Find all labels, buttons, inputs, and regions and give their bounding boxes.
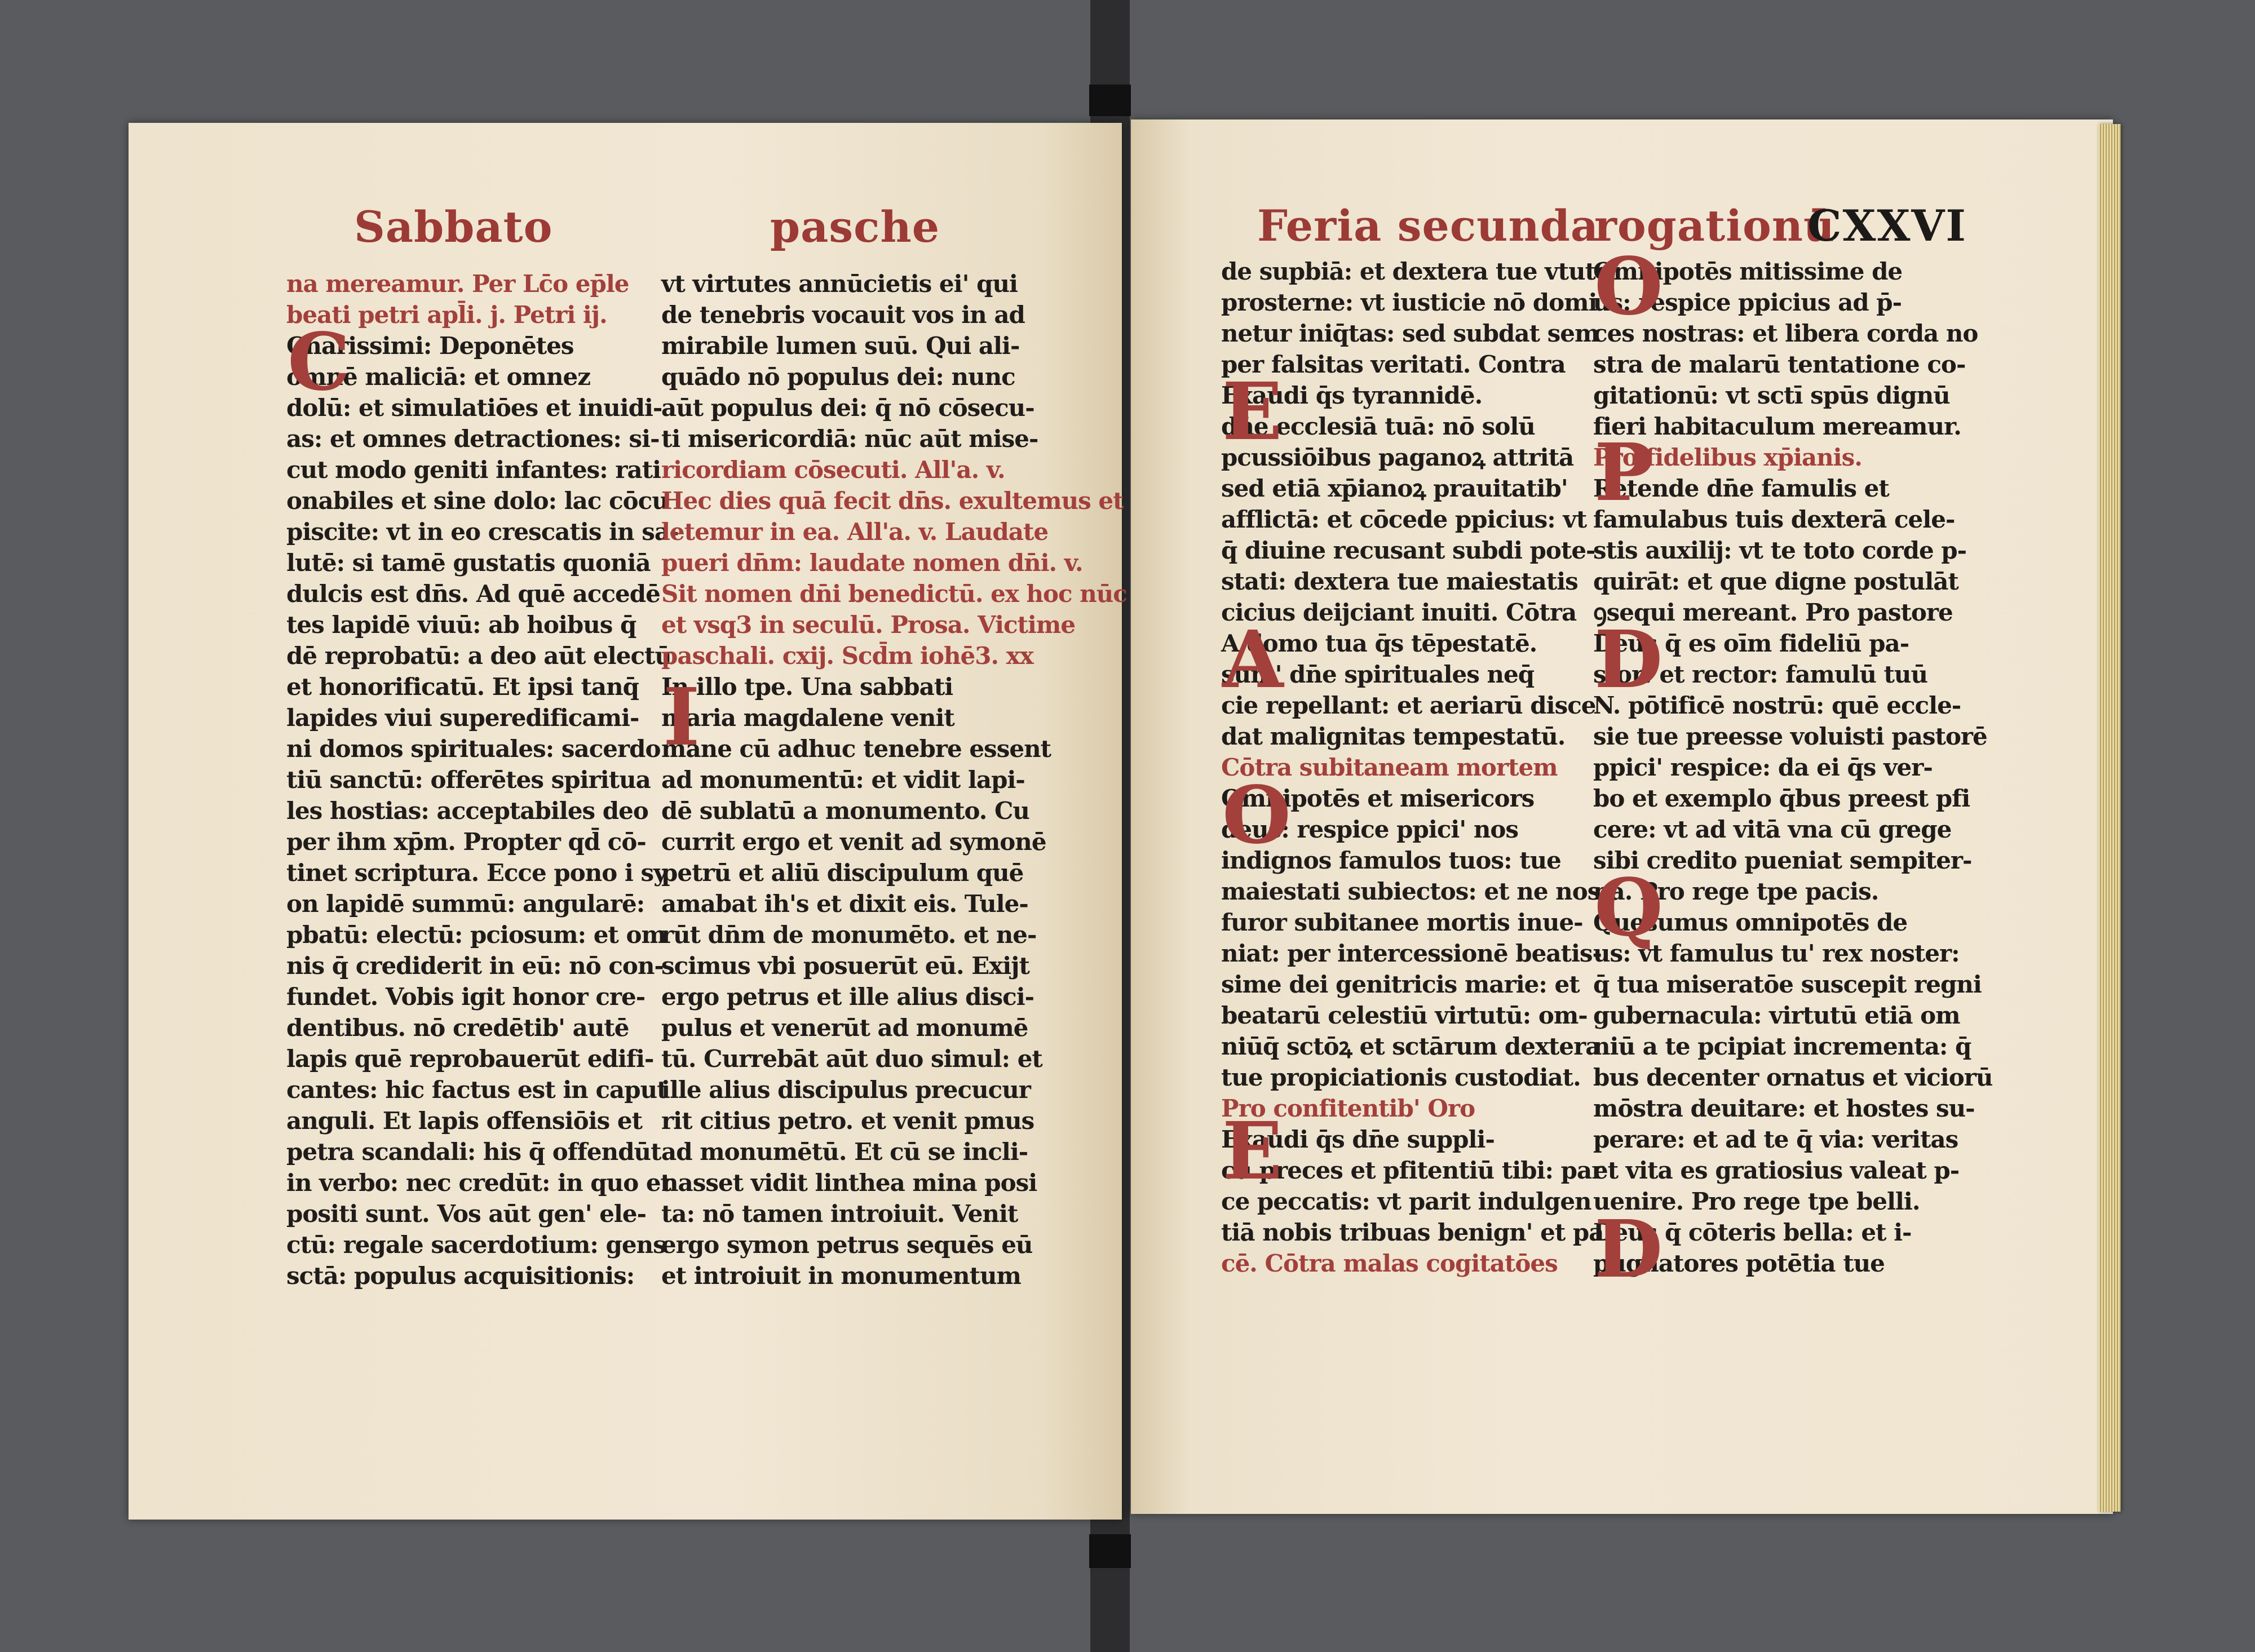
- left-col1-line: lapis quē reprobauerūt edifi-: [286, 1045, 654, 1073]
- left-col1-line: lutē: si tamē gustatis quoniā: [286, 549, 651, 577]
- right-col2-line: Quesumus omnipotēs de: [1593, 909, 1908, 936]
- drop-cap-o-2: O: [1594, 241, 1663, 333]
- spine-clip-bottom: [1089, 1534, 1131, 1568]
- left-col1-line: les hostias: acceptabiles deo: [286, 797, 648, 825]
- right-col1-line: cē. Cōtra malas cogitatōes: [1221, 1250, 1558, 1277]
- left-col1-line: et honorificatū. Et ipsi tanq̄: [286, 673, 639, 701]
- right-col1-line: netur iniq̄tas: sed subdat sem: [1221, 320, 1599, 347]
- left-page-column-2: [661, 268, 1127, 1291]
- left-col1-line: omnē maliciā: et omnez: [286, 363, 591, 391]
- left-col1-line: ni domos spirituales: sacerdo: [286, 735, 661, 763]
- left-col2-line: maria magdalene venit: [661, 704, 954, 732]
- left-col1-line: cut modo geniti infantes: rati: [286, 456, 661, 484]
- drop-cap-a: A: [1222, 614, 1284, 706]
- right-col2-line: Retende dn̄e famulis et: [1593, 475, 1889, 502]
- right-col1-line: beatarū celestiū virtutū: om-: [1221, 1002, 1588, 1029]
- right-col1-line: dat malignitas tempestatū.: [1221, 723, 1566, 750]
- left-col1-line: tiū sanctū: offerētes spiritua: [286, 766, 651, 794]
- left-col2-line: et introiuit in monumentum: [661, 1262, 1021, 1290]
- left-col1-line: Charissimi: Deponētes: [286, 332, 574, 360]
- right-col2-line: perare: et ad te q̄ via: veritas: [1593, 1126, 1958, 1153]
- right-col2-line: N. pōtificē nostrū: quē eccle-: [1593, 692, 1961, 719]
- right-col2-line: quirāt: et que digne postulāt: [1593, 568, 1958, 595]
- running-head-pasche: pasche: [770, 202, 940, 252]
- left-col2-line: Hec dies quā fecit dn̄s. exultemus et: [661, 487, 1124, 515]
- right-col2-line: fieri habitaculum mereamur.: [1593, 413, 1961, 440]
- left-page-column-1: [286, 268, 679, 1291]
- folio-number: CXXVI: [1807, 201, 1967, 251]
- right-col1-line: prosterne: vt iusticie nō domi: [1221, 289, 1597, 316]
- left-col2-line: et vsq3 in seculū. Prosa. Victime: [661, 611, 1076, 639]
- drop-cap-e: E: [1222, 366, 1283, 458]
- left-col1-line: anguli. Et lapis offensiōis et: [286, 1107, 642, 1135]
- right-col1-line: cicius deijciant inuiti. Cōtra: [1221, 599, 1577, 626]
- right-col2-line: niū a te pcipiat incrementa: q̄: [1593, 1033, 1971, 1060]
- right-col1-line: deus: respice ppici' nos: [1221, 816, 1519, 843]
- left-col2-line: paschali. cxij. Scd̄m iohē3. xx: [661, 642, 1033, 670]
- left-col2-line: vt virtutes annūcietis ei' qui: [661, 270, 1018, 298]
- drop-cap-q: Q: [1594, 862, 1663, 954]
- right-col1-line: cū preces et pfitentiū tibi: par: [1221, 1157, 1604, 1184]
- left-col1-line: lapides viui superedificami-: [286, 704, 639, 732]
- right-col1-line: tue propiciationis custodiat.: [1221, 1064, 1581, 1091]
- right-col2-line: bus decenter ornatus et viciorū: [1593, 1064, 1993, 1091]
- left-col2-line: mane cū adhuc tenebre essent: [661, 735, 1051, 763]
- right-col2-line: famulabus tuis dexterā cele-: [1593, 506, 1955, 533]
- left-col2-line: ad monumētū. Et cū se incli-: [661, 1138, 1028, 1166]
- drop-cap-o: O: [1222, 769, 1291, 862]
- right-col2-line: ꝯsequi mereant. Pro pastore: [1593, 599, 1953, 626]
- left-col2-line: ta: nō tamen introiuit. Venit: [661, 1200, 1018, 1228]
- right-col2-line: us: respice ppicius ad p̄-: [1593, 289, 1902, 316]
- drop-cap-i: I: [663, 671, 700, 764]
- right-col1-line: niat: per intercessionē beatis-: [1221, 940, 1602, 967]
- drop-cap-d-2: D: [1594, 1203, 1663, 1296]
- drop-cap-c: C: [288, 316, 351, 409]
- left-col1-line: piscite: vt in eo crescatis in sa-: [286, 518, 679, 546]
- left-col1-line: sctā: populus acquisitionis:: [286, 1262, 635, 1290]
- left-col2-line: de tenebris vocauit vos in ad: [661, 301, 1025, 329]
- left-col1-line: onabiles et sine dolo: lac cōcu: [286, 487, 669, 515]
- left-col2-line: ille alius discipulus precucur: [661, 1076, 1031, 1104]
- right-col2-line: gitationū: vt sctī spūs dignū: [1593, 382, 1950, 409]
- right-col1-line: Exaudi q̄s dn̄e suppli-: [1221, 1126, 1495, 1153]
- right-col1-line: maiestati subiectos: et ne nos: [1221, 878, 1600, 905]
- left-col2-line: In illo tpe. Una sabbati: [661, 673, 953, 701]
- left-col1-line: dentibus. nō credētib' autē: [286, 1014, 629, 1042]
- right-col1-line: sum' dn̄e spirituales neq̄: [1221, 661, 1535, 688]
- left-col2-line: rit citius petro. et venit pmus: [661, 1107, 1034, 1135]
- right-col1-line: Omnipotēs et misericors: [1221, 785, 1535, 812]
- left-col2-line: ti misericordiā: nūc aūt mise-: [661, 425, 1038, 453]
- right-col1-line: pcussiōibus paganoꝝ attritā: [1221, 444, 1574, 471]
- right-col2-line: sibi credito pueniat sempiter-: [1593, 847, 1972, 874]
- left-col1-line: ctū: regale sacerdotium: gens: [286, 1231, 666, 1259]
- left-col1-line: dulcis est dn̄s. Ad quē accedē: [286, 580, 660, 608]
- left-col2-line: amabat ih's et dixit eis. Tule-: [661, 890, 1028, 918]
- right-col1-line: Pro confitentib' Oro: [1221, 1095, 1475, 1122]
- left-col1-line: beati petri apl̄i. j. Petri ij.: [286, 301, 607, 329]
- left-col2-line: ad monumentū: et vidit lapi-: [661, 766, 1025, 794]
- right-col2-line: uenire. Pro rege tpe belli.: [1593, 1188, 1920, 1215]
- drop-cap-p: P: [1594, 427, 1654, 519]
- right-col2-line: us: vt famulus tu' rex noster:: [1593, 940, 1960, 967]
- right-col1-line: afflictā: et cōcede ppicius: vt: [1221, 506, 1587, 533]
- right-col1-line: stati: dextera tue maiestatis: [1221, 568, 1578, 595]
- right-col1-line: Exaudi q̄s tyrannidē.: [1221, 382, 1483, 409]
- drop-cap-d: D: [1594, 614, 1663, 706]
- left-col2-line: ergo petrus et ille alius disci-: [661, 983, 1034, 1011]
- right-col2-line: nā. Pro rege tpe pacis.: [1593, 878, 1879, 905]
- right-col2-line: q̄ tua miseratōe suscepit regni: [1593, 971, 1982, 998]
- right-col2-line: Omnipotēs mitissime de: [1593, 258, 1903, 285]
- right-col2-line: Deus q̄ es oīm fideliū pa-: [1593, 630, 1909, 657]
- right-col2-line: Deus q̄ cōteris bella: et i-: [1593, 1219, 1912, 1246]
- left-col1-line: tinet scriptura. Ecce pono i sy: [286, 859, 667, 887]
- right-col2-line: mōstra deuitare: et hostes su-: [1593, 1095, 1975, 1122]
- left-col2-line: petrū et aliū discipulum quē: [661, 859, 1024, 887]
- left-col1-line: per ihm xp̄m. Propter qd̄ cō-: [286, 828, 646, 856]
- right-page: [1131, 119, 2113, 1514]
- running-head-sabbato: Sabbato: [354, 202, 553, 252]
- right-col2-line: pugnatores potētia tue: [1593, 1250, 1885, 1277]
- right-col2-line: Pro fidelibus xp̄ianis.: [1593, 444, 1862, 471]
- left-col2-line: letemur in ea. All'a. v. Laudate: [661, 518, 1049, 546]
- right-col1-line: ce peccatis: vt parit indulgen: [1221, 1188, 1591, 1215]
- left-col2-line: Sit nomen dn̄i benedictū. ex hoc nūc: [661, 580, 1127, 608]
- left-col2-line: ricordiam cōsecuti. All'a. v.: [661, 456, 1005, 484]
- left-col2-line: mirabile lumen suū. Qui ali-: [661, 332, 1020, 360]
- left-col1-line: dē reprobatū: a deo aūt electū: [286, 642, 671, 670]
- right-page-column-2: [1593, 241, 1993, 1296]
- right-col1-line: cie repellant: et aeriarū disce: [1221, 692, 1596, 719]
- left-col2-line: pulus et venerūt ad monumē: [661, 1014, 1028, 1042]
- right-col2-line: stra de malarū tentatione co-: [1593, 351, 1966, 378]
- left-col2-line: rūt dn̄m de monumēto. et ne-: [661, 921, 1037, 949]
- left-col1-line: on lapidē summū: angularē:: [286, 890, 645, 918]
- right-col1-line: sed etiā xp̄ianoꝝ prauitatib': [1221, 475, 1568, 502]
- right-col1-line: niūq̄ sctōꝝ et sctārum dextera: [1221, 1033, 1600, 1060]
- left-col2-line: ergo symon petrus sequēs eū: [661, 1231, 1033, 1259]
- spine-clip-top: [1089, 85, 1131, 116]
- page-edges: [2098, 124, 2121, 1512]
- left-col1-line: pbatū: electū: pciosum: et om: [286, 921, 666, 949]
- left-col1-line: na mereamur. Per Lc̄o ep̄le: [286, 270, 629, 298]
- left-col2-line: pueri dn̄m: laudate nomen dn̄i. v.: [661, 549, 1083, 577]
- left-col2-line: dē sublatū a monumento. Cu: [661, 797, 1029, 825]
- right-col1-line: furor subitanee mortis inue-: [1221, 909, 1583, 936]
- right-col1-line: Cōtra subitaneam mortem: [1221, 754, 1558, 781]
- left-col1-line: fundet. Vobis igit honor cre-: [286, 983, 645, 1011]
- right-col2-line: et vita es gratiosius valeat p-: [1593, 1157, 1960, 1184]
- left-col2-line: currit ergo et venit ad symonē: [661, 828, 1046, 856]
- running-head-feria-secunda: Feria secunda: [1257, 201, 1599, 251]
- right-col2-line: gubernacula: virtutū etiā om: [1593, 1002, 1960, 1029]
- right-col1-line: dn̄e ecclesiā tuā: nō solū: [1221, 413, 1535, 440]
- left-col2-line: aūt populus dei: q̄ nō cōsecu-: [661, 394, 1034, 422]
- left-col1-line: nis q̄ crediderit in eū: nō con-: [286, 952, 664, 980]
- drop-cap-e-2: E: [1222, 1105, 1283, 1198]
- right-col2-line: bo et exemplo q̄bus preest pfi: [1593, 785, 1970, 812]
- running-head-rogationum: rogationū: [1594, 201, 1836, 251]
- right-col1-line: indignos famulos tuos: tue: [1221, 847, 1561, 874]
- right-col1-line: de supbiā: et dextera tue vtute: [1221, 258, 1610, 285]
- left-col1-line: in verbo: nec credūt: in quo et: [286, 1169, 671, 1197]
- left-col2-line: scimus vbi posuerūt eū. Exijt: [661, 952, 1029, 980]
- right-col2-line: ppici' respice: da ei q̄s ver-: [1593, 754, 1933, 781]
- right-col2-line: ces nostras: et libera corda no: [1593, 320, 1978, 347]
- left-col1-line: dolū: et simulatiōes et inuidi-: [286, 394, 662, 422]
- right-col1-line: sime dei genitricis marie: et: [1221, 971, 1580, 998]
- right-col2-line: stis auxilij: vt te toto corde p-: [1593, 537, 1967, 564]
- left-col2-line: nasset vidit linthea mina posi: [661, 1169, 1037, 1197]
- right-col1-line: q̄ diuine recusant subdi pote-: [1221, 537, 1595, 564]
- left-page: [129, 123, 1127, 1520]
- left-col2-line: quādo nō populus dei: nunc: [661, 363, 1015, 391]
- left-col1-line: petra scandali: his q̄ offendūt: [286, 1138, 661, 1166]
- right-col1-line: A domo tua q̄s tēpestatē.: [1221, 630, 1537, 657]
- right-col2-line: sie tue preesse voluisti pastorē: [1593, 723, 1987, 750]
- left-col1-line: cantes: hic factus est in caput: [286, 1076, 667, 1104]
- right-col1-line: per falsitas veritati. Contra: [1221, 351, 1566, 378]
- left-col1-line: as: et omnes detractiones: si-: [286, 425, 660, 453]
- left-col1-line: tes lapidē viuū: ab hoibus q̄: [286, 611, 636, 639]
- right-col2-line: cere: vt ad vitā vna cū grege: [1593, 816, 1952, 843]
- left-col2-line: tū. Currebāt aūt duo simul: et: [661, 1045, 1042, 1073]
- left-col1-line: positi sunt. Vos aūt gen' ele-: [286, 1200, 647, 1228]
- right-col2-line: stor: et rector: famulū tuū: [1593, 661, 1927, 688]
- right-col1-line: tiā nobis tribuas benign' et pa: [1221, 1219, 1604, 1246]
